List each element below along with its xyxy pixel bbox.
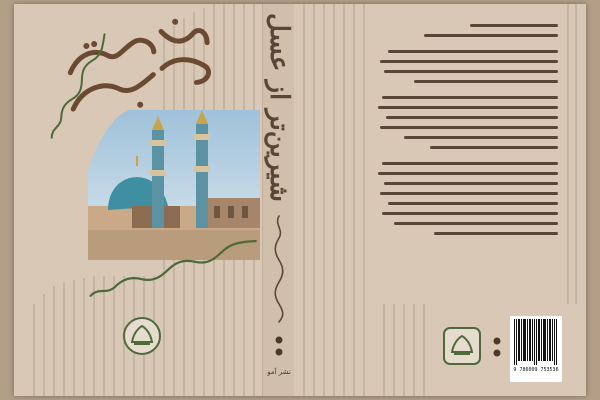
barcode xyxy=(510,316,562,382)
mosque-photo xyxy=(88,110,260,260)
barcode-number: 9 786009 753536 xyxy=(513,367,559,373)
barcode-bars-icon xyxy=(514,319,558,365)
back-blurb-text xyxy=(374,20,558,300)
back-cover xyxy=(294,4,586,396)
mosque-dome-minarets-icon xyxy=(88,110,260,260)
book-spread xyxy=(14,4,586,396)
spine-ornament-dots xyxy=(271,334,287,358)
spine-title: شیرین‌تر از عسل xyxy=(264,12,294,202)
back-ornament-dots xyxy=(490,336,504,358)
spine-subtitle-script xyxy=(272,214,286,324)
spine-publisher: نشر آمو xyxy=(267,368,291,376)
book-spine xyxy=(262,4,296,396)
publisher-logo-icon xyxy=(442,326,482,366)
front-cover xyxy=(14,4,262,396)
publisher-logo-icon xyxy=(122,316,162,356)
